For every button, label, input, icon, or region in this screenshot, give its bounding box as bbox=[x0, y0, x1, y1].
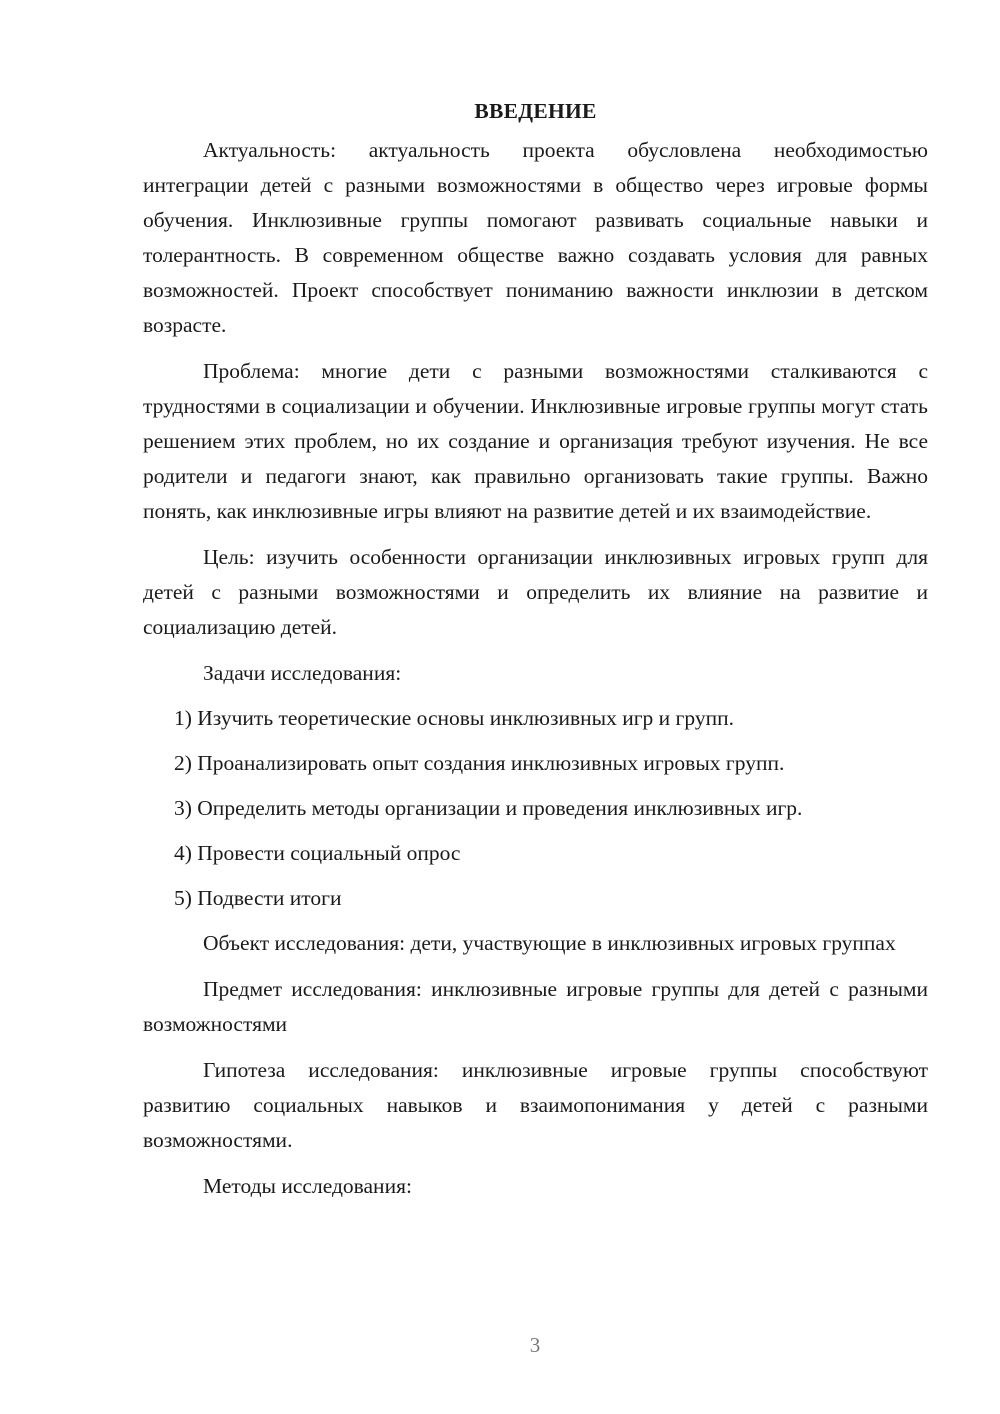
methods-heading: Методы исследования: bbox=[203, 1174, 412, 1198]
task-item: 3) Определить методы организации и проведения инклюзивных игр. bbox=[174, 796, 803, 820]
hypothesis-paragraph: Гипотеза исследования: инклюзивные игровые группы способствуют развитию социальных навыков и взаимопонимания у детей с разными возможностями. bbox=[143, 1058, 928, 1152]
tasks-list bbox=[143, 701, 928, 916]
section-title: ВВЕДЕНИЕ bbox=[474, 99, 597, 123]
goal-paragraph: Цель: изучить особенности организации инклюзивных игровых групп для детей с разными возможностями и определить их влияние на развитие и социализацию детей. bbox=[143, 545, 928, 639]
page-number: 3 bbox=[529, 1333, 541, 1357]
subject-paragraph: Предмет исследования: инклюзивные игровые группы для детей с разными возможностями bbox=[143, 977, 928, 1036]
task-item: 5) Подвести итоги bbox=[174, 886, 342, 910]
task-item: 2) Проанализировать опыт создания инклюзивных игровых групп. bbox=[174, 751, 785, 775]
problem-paragraph: Проблема: многие дети с разными возможностями сталкиваются с трудностями в социализации и обучении. Инклюзивные игровые группы могут стать решением этих проблем, но их создание и организация требуют изучения. Не все родители и педагоги знают, как правильно организовать такие группы. Важно понять, как инклюзивные игры влияют на развитие детей и их взаимодействие. bbox=[143, 359, 928, 523]
task-item: 1) Изучить теоретические основы инклюзивных игр и групп. bbox=[174, 706, 734, 730]
task-item: 4) Провести социальный опрос bbox=[174, 841, 461, 865]
tasks-heading: Задачи исследования: bbox=[203, 661, 402, 685]
relevance-paragraph: Актуальность: актуальность проекта обусловлена необходимостью интеграции детей с разными возможностями в общество через игровые формы обучения. Инклюзивные группы помогают развивать социальные навыки и толерантность. В современном обществе важно создавать условия для равных возможностей. Проект способствует пониманию важности инклюзии в детском возрасте. bbox=[143, 138, 928, 337]
object-paragraph: Объект исследования: дети, участвующие в инклюзивных игровых группах bbox=[203, 931, 896, 955]
page-content bbox=[143, 94, 928, 1214]
